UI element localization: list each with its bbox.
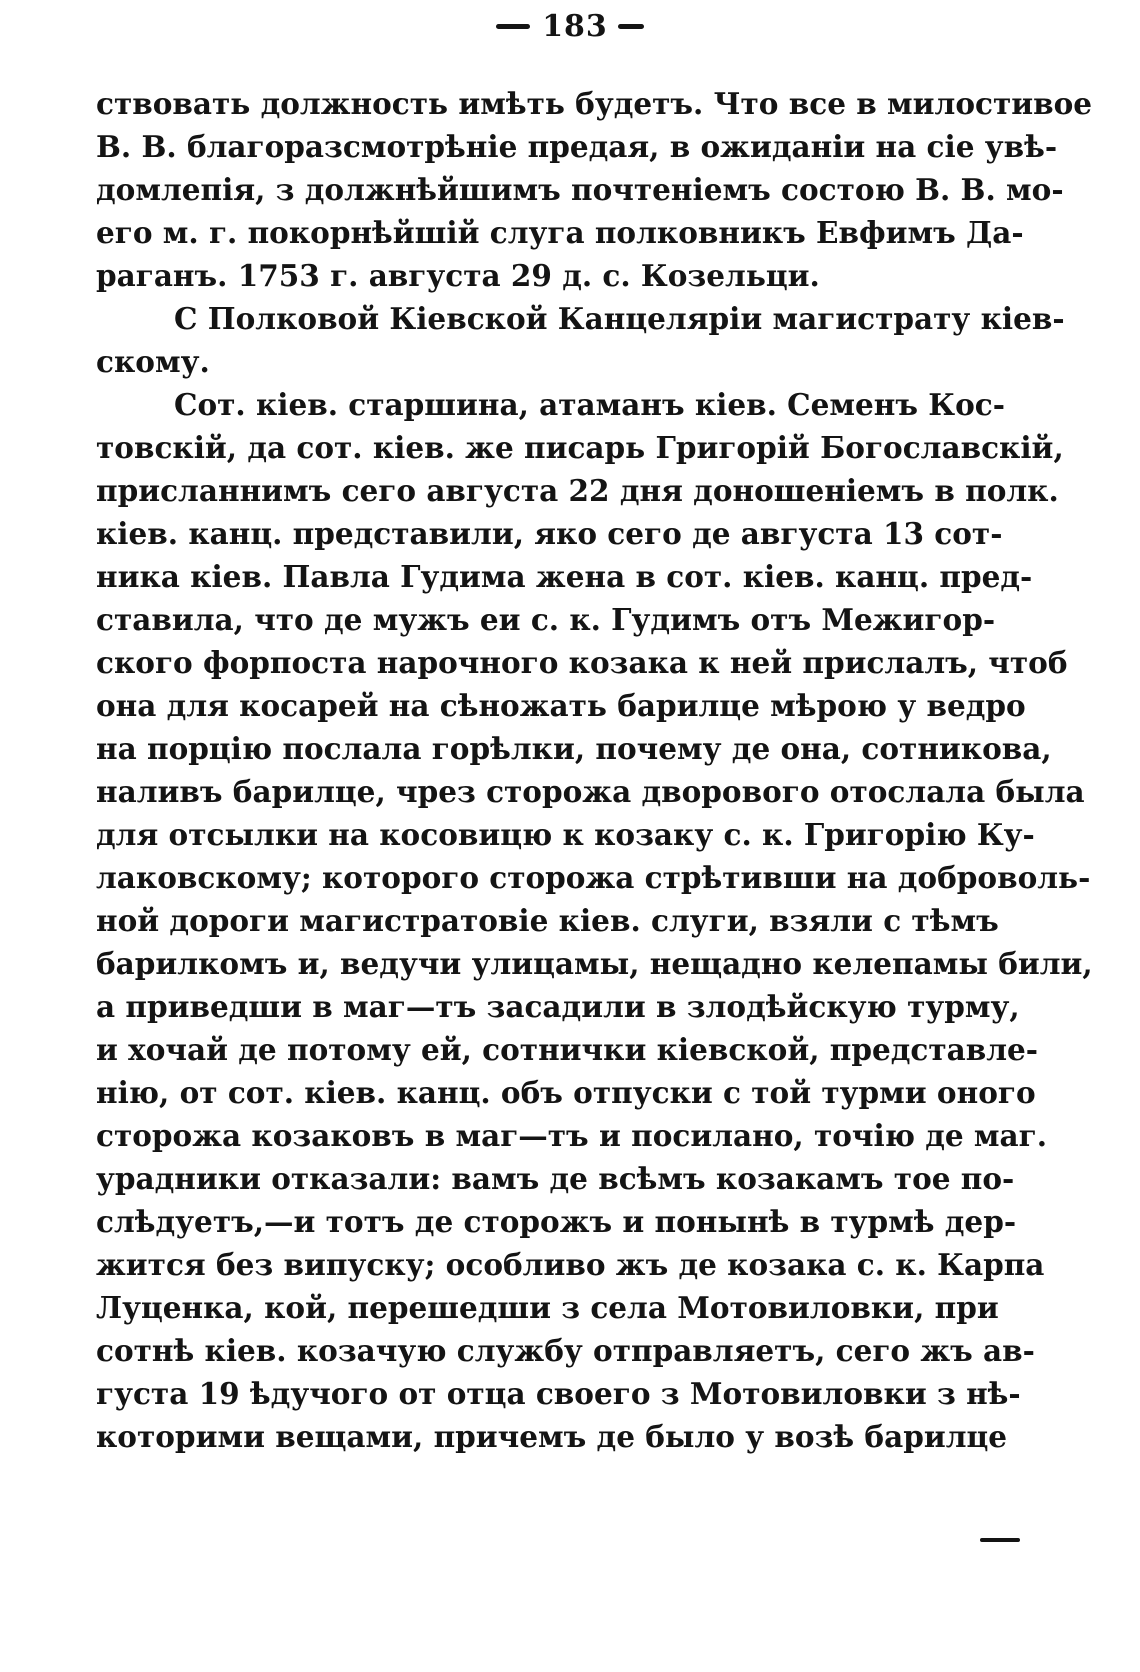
text-line: она для косарей на сѣножать барилце мѣрою у ведро [96,688,1026,723]
page-header [0,4,1140,48]
text-line: жится без випуску; особливо жъ де козака с. к. Карпа [96,1247,1045,1282]
text-line: товскій, да сот. кіев. же писарь Григорій Богославскій, [96,430,1064,465]
text-line: В. В. благоразсмотрѣніе предая, в ожиданіи на сіе увѣ- [96,129,1058,164]
header-dash-right [618,24,644,29]
text-line: которими вещами, причемъ де было у возѣ барилце [96,1419,1008,1454]
text-line: С Полковой Кіевской Канцеляріи магистрату кіев- [174,301,1065,336]
text-line: сторожа козаковъ в маг—тъ и посилано, точію де маг. [96,1118,1048,1153]
text-line: его м. г. покорнѣйшій слуга полковникъ Евфимъ Да- [96,215,1024,250]
text-line: и хочай де потому ей, сотнички кіевской, представле- [96,1032,1039,1067]
page-number: 183 [542,8,608,44]
text-line: а приведши в маг—тъ засадили в злодѣйскую турму, [96,989,1020,1024]
text-line: кіев. канц. представили, яко сего де августа 13 сот- [96,516,1003,551]
header-dash-left [496,24,530,29]
text-line: ставила, что де мужъ еи с. к. Гудимъ отъ Межигор- [96,602,996,637]
text-line: ника кіев. Павла Гудима жена в сот. кіев. канц. пред- [96,559,1033,594]
text-line: лаковскому; которого сторожа стрѣтивши на доброволь- [96,860,1091,895]
text-line: на порцію послала горѣлки, почему де она, сотникова, [96,731,1052,766]
text-line: ского форпоста нарочного козака к ней прислалъ, чтоб [96,645,1068,680]
text-line: домлепія, з должнѣйшимъ почтеніемъ состою В. В. мо- [96,172,1064,207]
footer-rule [980,1538,1020,1542]
text-line: Луценка, кой, перешедши з села Мотовиловки, при [96,1290,999,1325]
text-line: для отсылки на косовицю к козаку с. к. Григорію Ку- [96,817,1035,852]
text-line: Сот. кіев. старшина, атаманъ кіев. Семенъ Кос- [174,387,1006,422]
text-line: скому. [96,344,210,379]
text-line: барилкомъ и, ведучи улицамы, нещадно келепамы били, [96,946,1093,981]
text-line: ной дороги магистратовіе кіев. слуги, взяли с тѣмъ [96,903,999,938]
text-line: ствовать должность имѣть будетъ. Что все в милостивое [96,86,1093,121]
text-line: густа 19 ѣдучого от отца своего з Мотовиловки з нѣ- [96,1376,1021,1411]
text-line: раганъ. 1753 г. августа 29 д. с. Козельци. [96,258,820,293]
text-line: присланнимъ сего августа 22 дня доношеніемъ в полк. [96,473,1059,508]
text-line: нію, от сот. кіев. канц. объ отпуски с той турми оного [96,1075,1036,1110]
text-line: урадники отказали: вамъ де всѣмъ козакамъ тое по- [96,1161,1015,1196]
text-line: сотнѣ кіев. козачую службу отправляетъ, сего жъ ав- [96,1333,1035,1368]
text-line: слѣдуетъ,—и тотъ де сторожъ и понынѣ в турмѣ дер- [96,1204,1017,1239]
body-text [96,82,1093,1458]
text-line: наливъ барилце, чрез сторожа дворового отослала была [96,774,1085,809]
